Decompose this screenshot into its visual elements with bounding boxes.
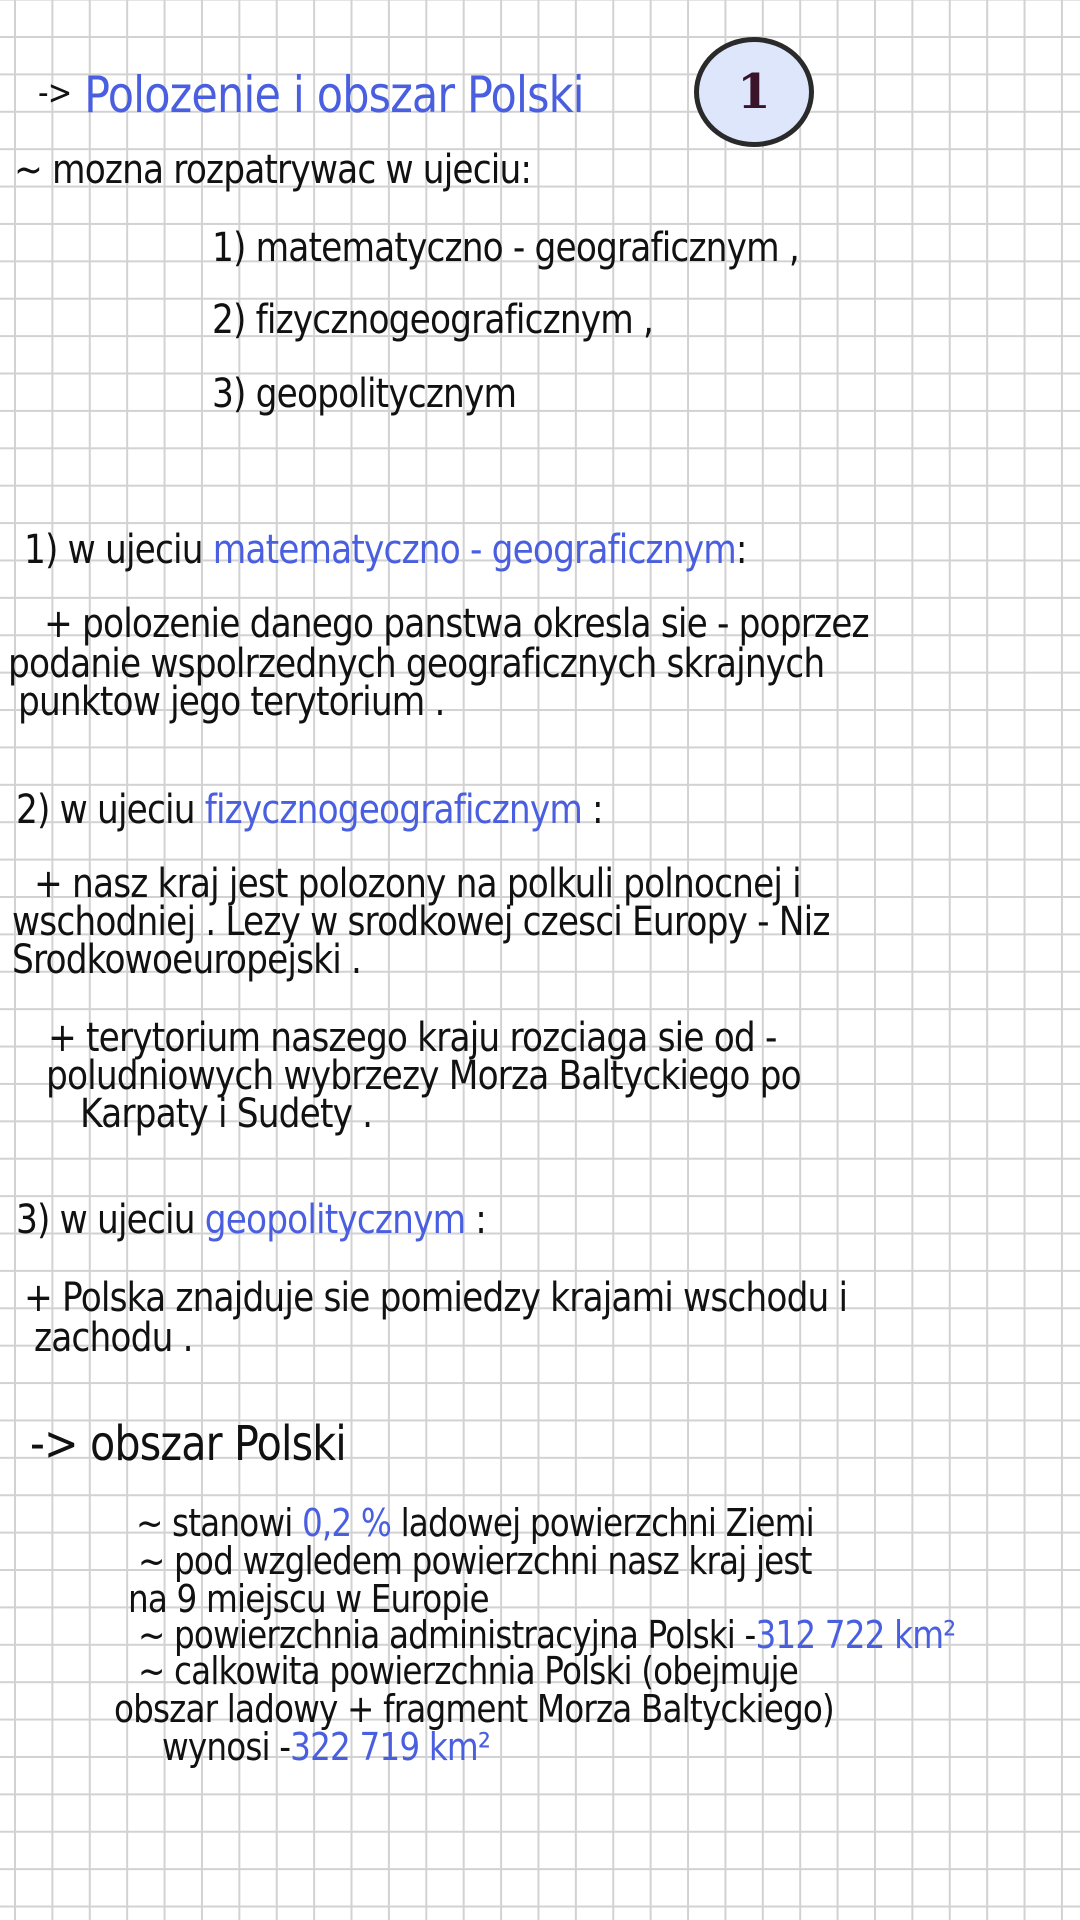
section2-heading xyxy=(16,787,603,833)
section3-suffix: : xyxy=(465,1197,487,1243)
area-line1-pre: ~ stanowi xyxy=(136,1501,302,1545)
intro-item: 1) matematyczno - geograficznym , xyxy=(212,225,799,271)
section1-body-line: punktow jego terytorium . xyxy=(18,679,445,725)
title-text: Polozenie i obszar Polski xyxy=(84,66,584,124)
section2-body-line: Srodkowoeuropejski . xyxy=(12,937,362,983)
section3-body-line: + Polska znajduje sie pomiedzy krajami wschodu i xyxy=(24,1275,848,1321)
section3-body-line: zachodu . xyxy=(34,1315,193,1361)
intro-item: 3) geopolitycznym xyxy=(212,371,517,417)
section2-prefix: 2) w ujeciu xyxy=(16,787,205,833)
page-title xyxy=(38,66,584,124)
area-line xyxy=(136,1501,814,1545)
land-share-value: 0,2 % xyxy=(301,1501,392,1545)
page-number-badge xyxy=(694,37,814,147)
section3-prefix: 3) w ujeciu xyxy=(16,1197,205,1243)
badge-number: 1 xyxy=(737,64,771,120)
section1-body-line: podanie wspolrzednych geograficznych skrajnych xyxy=(8,641,825,687)
section3-term: geopolitycznym xyxy=(204,1197,466,1243)
area-line1-post: ladowej powierzchni Ziemi xyxy=(391,1501,814,1545)
section2-suffix: : xyxy=(581,787,603,833)
section3-heading xyxy=(16,1197,487,1243)
intro-item: 2) fizycznogeograficznym , xyxy=(212,297,654,343)
area-line xyxy=(162,1725,491,1769)
section1-suffix: : xyxy=(735,527,747,573)
administrative-area-value: 312 722 km² xyxy=(755,1613,956,1657)
section1-term: matematyczno - geograficznym xyxy=(212,527,736,573)
section2-term: fizycznogeograficznym xyxy=(204,787,582,833)
area-heading: -> obszar Polski xyxy=(30,1416,346,1472)
section2-body-line: poludniowych wybrzezy Morza Baltyckiego po xyxy=(46,1053,801,1099)
intro-lead: ~ mozna rozpatrywac w ujeciu: xyxy=(14,147,532,193)
area-line7-pre: wynosi - xyxy=(162,1725,291,1769)
section2-body-line: Karpaty i Sudety . xyxy=(80,1091,373,1137)
area-line: na 9 miejscu w Europie xyxy=(128,1577,489,1621)
section2-body-line: + terytorium naszego kraju rozciaga sie od - xyxy=(48,1015,777,1061)
area-line: ~ calkowita powierzchnia Polski (obejmuje xyxy=(138,1649,798,1693)
area-line4-pre: ~ powierzchnia administracyjna Polski - xyxy=(138,1613,756,1657)
section2-body-line: wschodniej . Lezy w srodkowej czesci Europy - Niz xyxy=(12,899,830,945)
area-line: obszar ladowy + fragment Morza Baltyckiego) xyxy=(114,1687,834,1731)
total-area-value: 322 719 km² xyxy=(290,1725,491,1769)
section2-body-line: + nasz kraj jest polozony na polkuli polnocnej i xyxy=(34,861,801,907)
arrow-icon: -> xyxy=(38,73,72,113)
section1-prefix: 1) w ujeciu xyxy=(24,527,213,573)
section1-heading xyxy=(24,527,747,573)
section1-body-line: + polozenie danego panstwa okresla sie - poprzez xyxy=(44,601,869,647)
area-line: ~ pod wzgledem powierzchni nasz kraj jest xyxy=(138,1539,812,1583)
